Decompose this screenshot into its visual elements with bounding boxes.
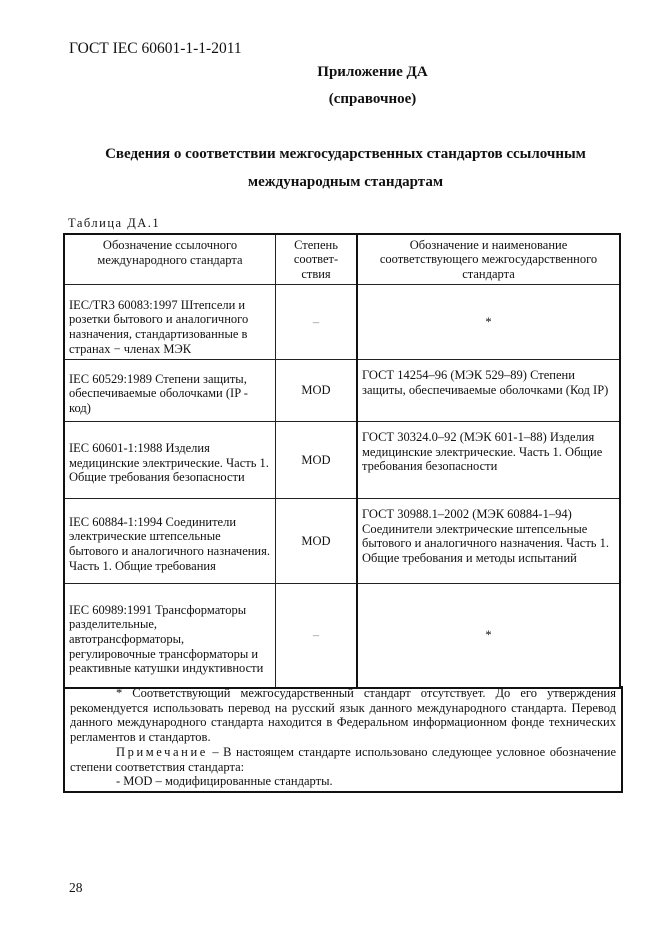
page-number: 28: [69, 880, 83, 895]
appendix-title: Приложение ДА: [317, 64, 428, 80]
table-row: [64, 360, 620, 422]
table-header-row: [64, 234, 620, 285]
cell-degree: –: [276, 285, 358, 360]
note: [70, 745, 616, 774]
cell-international: IEC 60884-1:1994 Соединители электрические штепсельные бытового и аналогичного назначения. Часть 1. Общие требования: [64, 499, 276, 584]
correspondence-table: [63, 233, 621, 689]
table-caption: Таблица ДА.1: [68, 216, 161, 230]
cell-interstate: *: [357, 584, 620, 688]
table-row: [64, 584, 620, 688]
cell-interstate: ГОСТ 30324.0–92 (МЭК 601-1–88) Изделия медицинские электрические. Часть 1. Общие требования безопасности: [357, 422, 620, 499]
footnote: * Соответствующий межгосударственный стандарт отсутствует. До его утверждения рекомендуется использовать перевод на русский язык данного международного стандарта. Перевод данного международного стандарта находится в Федеральном информационном фонде технических регламентов и стандартов.: [70, 686, 616, 745]
appendix-subtitle: (справочное): [328, 91, 417, 107]
cell-international: IEC 60601-1:1988 Изделия медицинские электрические. Часть 1. Общие требования безопасности: [64, 422, 276, 499]
table-notes: [63, 686, 623, 793]
note-label: Примечание: [116, 744, 208, 759]
cell-degree: MOD: [276, 499, 358, 584]
cell-international: IEC 60989:1991 Трансформаторы разделительные, автотрансформаторы, регулировочные трансформаторы и реактивные катушки индуктивности: [64, 584, 276, 688]
note-text: – В настоящем стандарте использовано следующее условное обозначение степени соответствия стандарта:: [70, 744, 616, 774]
table-row: [64, 285, 620, 360]
cell-international: IEC/TR3 60083:1997 Штепсели и розетки бытового и аналогичного назначения, стандартизованные в странах − членах МЭК: [64, 285, 276, 360]
document-code: ГОСТ IEC 60601-1-1-2011: [69, 40, 242, 57]
cell-degree: –: [276, 584, 358, 688]
section-title-line2: международным стандартам: [247, 174, 444, 190]
cell-interstate: ГОСТ 30988.1–2002 (МЭК 60884-1–94) Соединители электрические штепсельные бытового и аналогичного назначения. Часть 1. Общие требования и методы испытаний: [357, 499, 620, 584]
section-title-line1: Сведения о соответствии межгосударственных стандартов ссылочным: [105, 146, 586, 162]
header-interstate: Обозначение и наименование соответствующего межгосударственного стандарта: [357, 234, 620, 285]
header-degree: Степень соответ- ствия: [276, 234, 358, 285]
table-row: [64, 422, 620, 499]
cell-interstate: *: [357, 285, 620, 360]
cell-degree: MOD: [276, 360, 358, 422]
note-item: - MOD – модифицированные стандарты.: [116, 774, 333, 789]
cell-international: IEC 60529:1989 Степени защиты, обеспечиваемые оболочками (IP - код): [64, 360, 276, 422]
header-international: Обозначение ссылочного международного стандарта: [64, 234, 276, 285]
cell-degree: MOD: [276, 422, 358, 499]
cell-interstate: ГОСТ 14254–96 (МЭК 529–89) Степени защиты, обеспечиваемые оболочками (Код IP): [357, 360, 620, 422]
table-row: [64, 499, 620, 584]
